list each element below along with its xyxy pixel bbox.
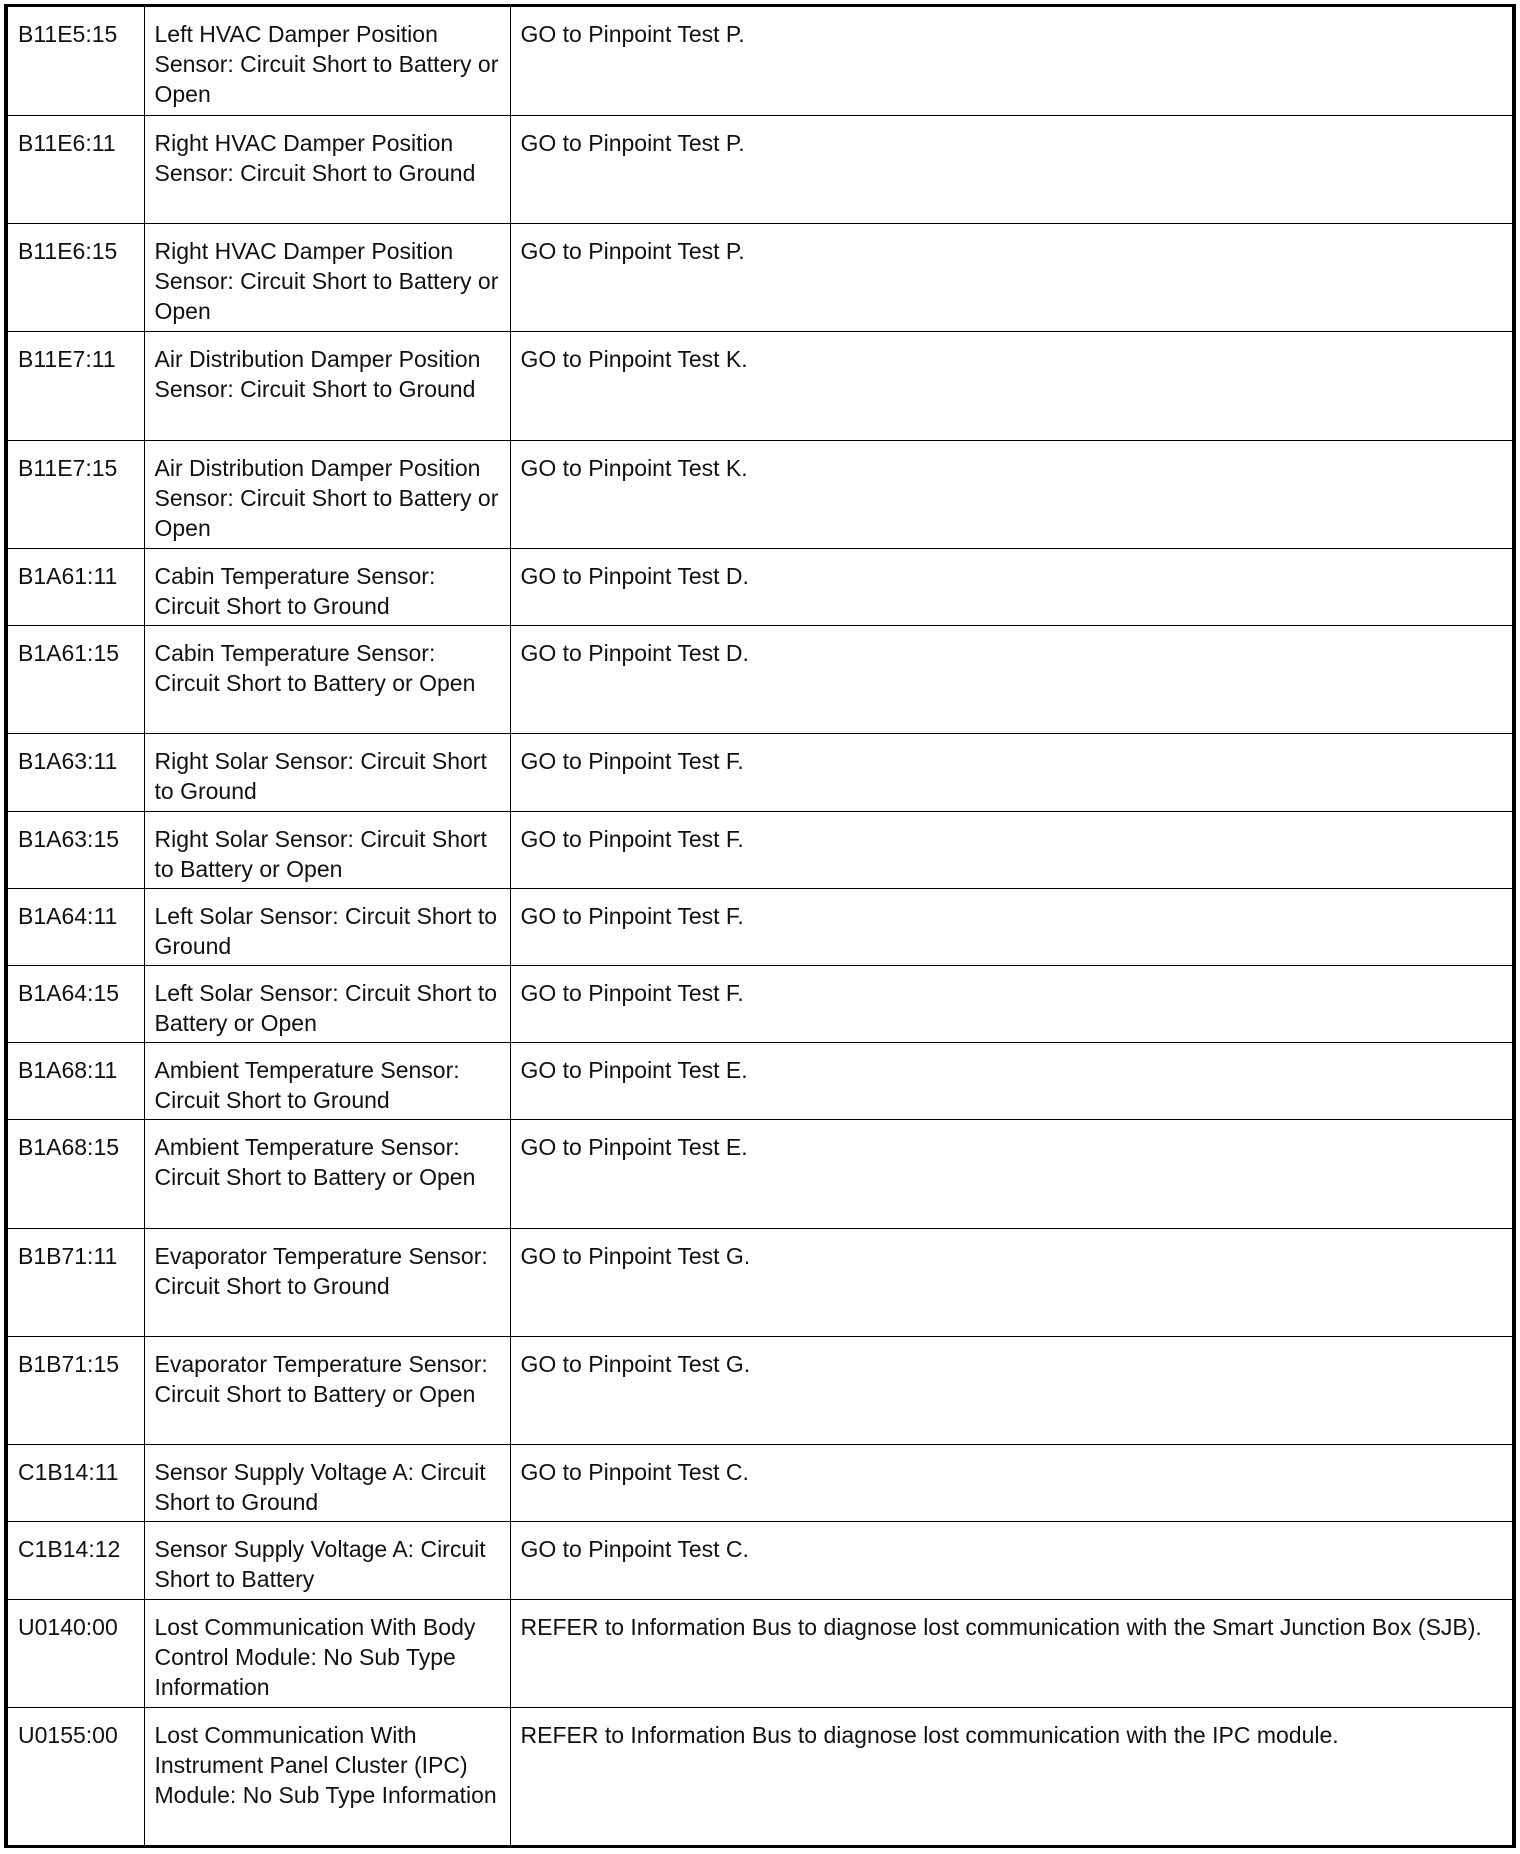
dtc-action: GO to Pinpoint Test F.: [510, 734, 1512, 811]
dtc-description: Right Solar Sensor: Circuit Short to Ground: [144, 734, 510, 811]
dtc-code: B1A63:11: [8, 734, 144, 811]
dtc-action: GO to Pinpoint Test E.: [510, 1043, 1512, 1120]
dtc-action: GO to Pinpoint Test F.: [510, 811, 1512, 888]
dtc-table-frame: [4, 4, 1516, 1848]
dtc-description: Ambient Temperature Sensor: Circuit Short to Battery or Open: [144, 1120, 510, 1228]
table-row: [8, 1522, 1512, 1599]
dtc-action: GO to Pinpoint Test D.: [510, 548, 1512, 625]
dtc-description: Left Solar Sensor: Circuit Short to Battery or Open: [144, 966, 510, 1043]
table-row: [8, 1336, 1512, 1444]
table-row: [8, 734, 1512, 811]
dtc-description: Cabin Temperature Sensor: Circuit Short to Battery or Open: [144, 626, 510, 734]
dtc-table: [8, 7, 1512, 1845]
dtc-description: Sensor Supply Voltage A: Circuit Short to Battery: [144, 1522, 510, 1599]
dtc-action: GO to Pinpoint Test P.: [510, 224, 1512, 332]
table-row: [8, 115, 1512, 223]
dtc-description: Lost Communication With Body Control Module: No Sub Type Information: [144, 1599, 510, 1707]
dtc-code: B11E7:15: [8, 440, 144, 548]
table-row: [8, 548, 1512, 625]
dtc-description: Air Distribution Damper Position Sensor: Circuit Short to Ground: [144, 332, 510, 440]
dtc-description: Left HVAC Damper Position Sensor: Circuit Short to Battery or Open: [144, 7, 510, 115]
dtc-action: GO to Pinpoint Test C.: [510, 1522, 1512, 1599]
dtc-code: B11E6:15: [8, 224, 144, 332]
dtc-action: GO to Pinpoint Test E.: [510, 1120, 1512, 1228]
dtc-action: REFER to Information Bus to diagnose lost communication with the Smart Junction Box (SJB).: [510, 1599, 1512, 1707]
dtc-action: GO to Pinpoint Test G.: [510, 1228, 1512, 1336]
table-row: [8, 1120, 1512, 1228]
table-row: [8, 888, 1512, 965]
dtc-code: B1A61:11: [8, 548, 144, 625]
dtc-description: Left Solar Sensor: Circuit Short to Ground: [144, 888, 510, 965]
table-row: [8, 1707, 1512, 1845]
dtc-action: GO to Pinpoint Test F.: [510, 966, 1512, 1043]
dtc-description: Evaporator Temperature Sensor: Circuit Short to Ground: [144, 1228, 510, 1336]
dtc-description: Lost Communication With Instrument Panel Cluster (IPC) Module: No Sub Type Information: [144, 1707, 510, 1845]
dtc-code: B1A68:15: [8, 1120, 144, 1228]
table-row: [8, 224, 1512, 332]
dtc-code: U0140:00: [8, 1599, 144, 1707]
dtc-action: GO to Pinpoint Test C.: [510, 1445, 1512, 1522]
dtc-action: GO to Pinpoint Test K.: [510, 440, 1512, 548]
dtc-code: B1B71:11: [8, 1228, 144, 1336]
dtc-action: GO to Pinpoint Test F.: [510, 888, 1512, 965]
dtc-action: GO to Pinpoint Test K.: [510, 332, 1512, 440]
table-row: [8, 966, 1512, 1043]
dtc-code: B1A64:11: [8, 888, 144, 965]
table-row: [8, 1599, 1512, 1707]
dtc-description: Air Distribution Damper Position Sensor: Circuit Short to Battery or Open: [144, 440, 510, 548]
dtc-code: B11E6:11: [8, 115, 144, 223]
dtc-code: B1A63:15: [8, 811, 144, 888]
table-row: [8, 440, 1512, 548]
dtc-description: Ambient Temperature Sensor: Circuit Short to Ground: [144, 1043, 510, 1120]
dtc-code: B11E7:11: [8, 332, 144, 440]
table-row: [8, 1445, 1512, 1522]
dtc-description: Right HVAC Damper Position Sensor: Circuit Short to Ground: [144, 115, 510, 223]
table-row: [8, 332, 1512, 440]
dtc-description: Evaporator Temperature Sensor: Circuit Short to Battery or Open: [144, 1336, 510, 1444]
dtc-code: B1A64:15: [8, 966, 144, 1043]
table-row: [8, 626, 1512, 734]
dtc-action: GO to Pinpoint Test G.: [510, 1336, 1512, 1444]
dtc-action: GO to Pinpoint Test P.: [510, 115, 1512, 223]
dtc-description: Sensor Supply Voltage A: Circuit Short to Ground: [144, 1445, 510, 1522]
dtc-code: U0155:00: [8, 1707, 144, 1845]
dtc-code: B1A61:15: [8, 626, 144, 734]
dtc-code: C1B14:12: [8, 1522, 144, 1599]
table-row: [8, 811, 1512, 888]
dtc-description: Right Solar Sensor: Circuit Short to Battery or Open: [144, 811, 510, 888]
dtc-code: B1B71:15: [8, 1336, 144, 1444]
dtc-action: GO to Pinpoint Test P.: [510, 7, 1512, 115]
dtc-code: C1B14:11: [8, 1445, 144, 1522]
dtc-action: GO to Pinpoint Test D.: [510, 626, 1512, 734]
table-row: [8, 7, 1512, 115]
dtc-action: REFER to Information Bus to diagnose lost communication with the IPC module.: [510, 1707, 1512, 1845]
table-row: [8, 1228, 1512, 1336]
table-row: [8, 1043, 1512, 1120]
dtc-description: Right HVAC Damper Position Sensor: Circuit Short to Battery or Open: [144, 224, 510, 332]
dtc-code: B1A68:11: [8, 1043, 144, 1120]
dtc-code: B11E5:15: [8, 7, 144, 115]
dtc-description: Cabin Temperature Sensor: Circuit Short to Ground: [144, 548, 510, 625]
